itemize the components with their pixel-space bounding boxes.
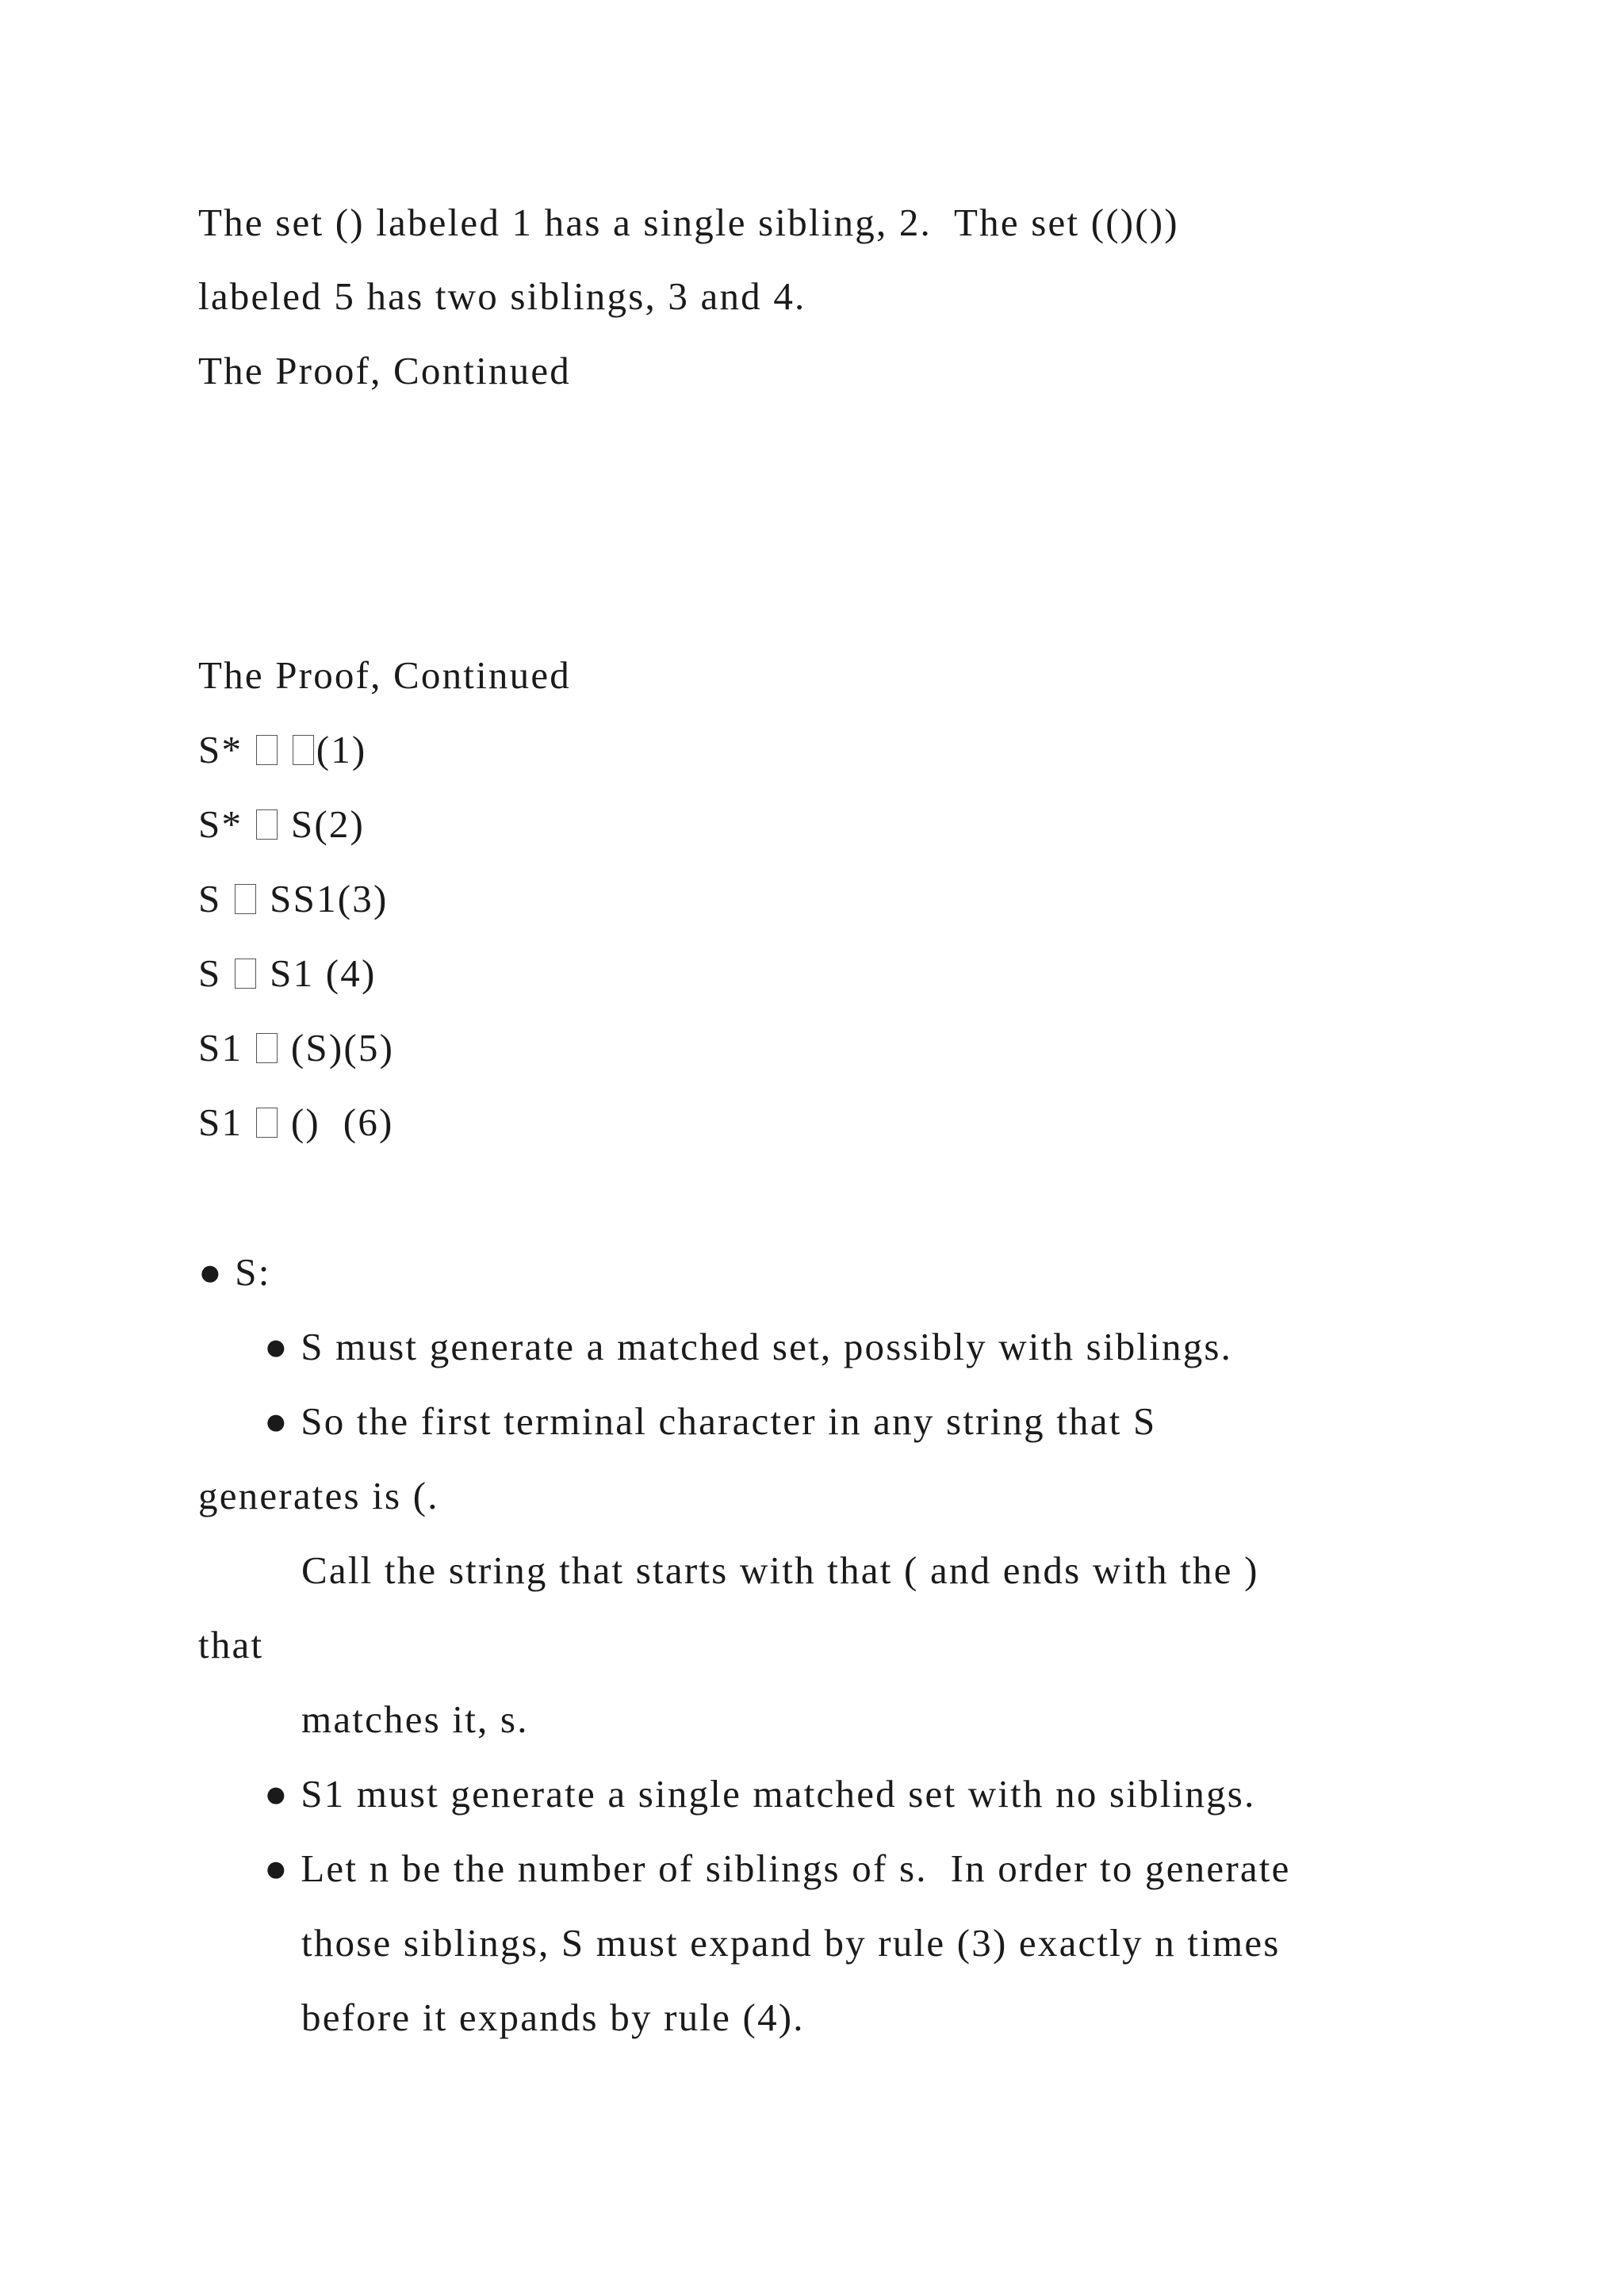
bullet-text: So the first terminal character in any string that S [301,1399,1157,1443]
grammar-rule-1 [198,726,366,774]
rule-lhs: S1 [198,1026,255,1070]
rule-rhs: () (6) [279,1100,394,1144]
bullet-icon: ● [264,1399,289,1443]
sub-bullet-1 [264,1323,1232,1371]
arrow-glyph-icon [256,735,278,765]
sub-bullet-2-continuation: generates is (. [198,1474,439,1517]
grammar-rule-4 [198,950,377,997]
section-heading: The Proof, Continued [198,653,571,697]
sub-bullet-4-line-2: those siblings, S must expand by rule (3) exactly n times [301,1921,1281,1965]
intro-line-2: labeled 5 has two siblings, 3 and 4. [198,274,806,318]
sub-bullet-3 [264,1770,1256,1818]
epsilon-glyph-icon [293,735,314,765]
rule-lhs: S [198,877,233,920]
arrow-glyph-icon [256,809,278,840]
call-line-3: matches it, s. [301,1697,529,1741]
grammar-rule-2 [198,801,365,848]
rule-rhs: (1) [316,728,367,771]
bullet-icon: ● [264,1772,289,1816]
rule-lhs: S* [198,728,255,771]
grammar-rule-3 [198,875,389,923]
bullet-s [198,1249,271,1296]
arrow-glyph-icon [256,1108,278,1138]
bullet-icon: ● [264,1325,289,1368]
rule-rhs: (S)(5) [279,1026,395,1070]
grammar-rule-5 [198,1024,394,1072]
intro-line-1: The set () labeled 1 has a single sibling, 2. The set (()()) [198,201,1179,244]
call-line-1: Call the string that starts with that ( and ends with the ) [301,1548,1259,1592]
arrow-glyph-icon [256,1033,278,1063]
bullet-text: S must generate a matched set, possibly with siblings. [301,1325,1233,1368]
rule-rhs: S1 (4) [258,951,377,995]
call-line-2: that [198,1623,264,1667]
bullet-text: S1 must generate a single matched set with no siblings. [301,1772,1256,1816]
sub-bullet-4-line-3: before it expands by rule (4). [301,1996,805,2039]
rule-lhs: S [198,951,233,995]
arrow-glyph-icon [235,959,256,989]
rule-lhs: S1 [198,1100,255,1144]
bullet-icon: ● [198,1250,224,1294]
bullet-text: S: [235,1250,271,1294]
arrow-glyph-icon [235,884,256,914]
rule-rhs: S(2) [279,802,366,846]
intro-heading: The Proof, Continued [198,349,571,392]
grammar-rule-6 [198,1099,394,1146]
bullet-text: Let n be the number of siblings of s. In order to generate [301,1846,1291,1890]
rule-rhs [279,728,290,771]
bullet-icon: ● [264,1846,289,1890]
rule-rhs: SS1(3) [258,877,389,920]
sub-bullet-2 [264,1398,1156,1445]
sub-bullet-4 [264,1845,1291,1892]
rule-lhs: S* [198,802,255,846]
